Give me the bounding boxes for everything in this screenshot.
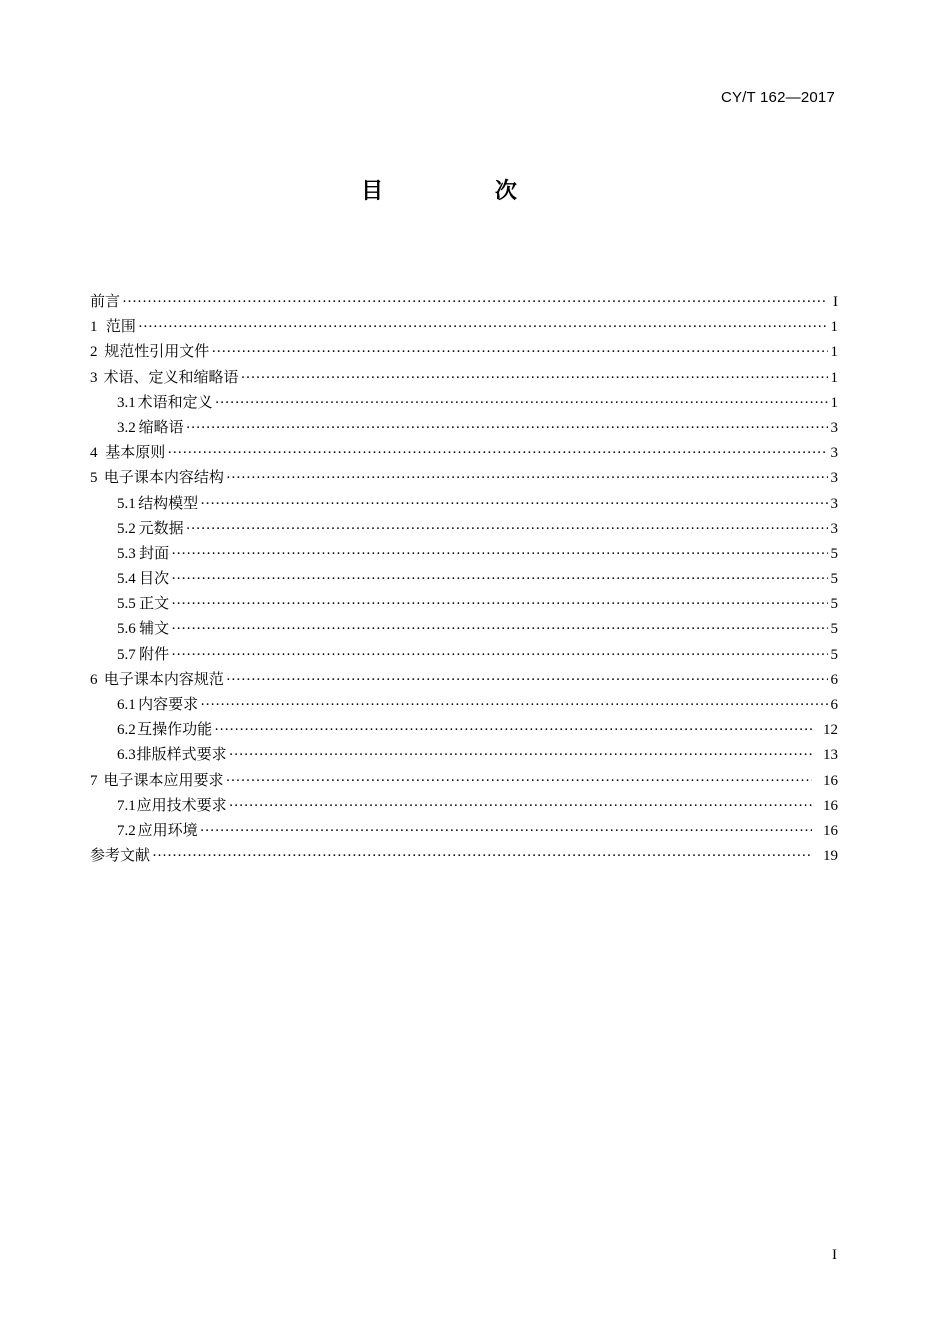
toc-entry[interactable] [90, 617, 838, 642]
toc-entry-number: 5.6 [117, 621, 136, 638]
toc-entry-number: 5.4 [117, 571, 136, 588]
toc-entry-page: 12 [823, 722, 838, 739]
toc-entry-title: 规范性引用文件 [104, 344, 210, 361]
toc-entry-page: 16 [823, 772, 838, 789]
toc-leader-dots [226, 769, 812, 794]
toc-entry[interactable] [90, 819, 838, 844]
toc-entry-title: 应用技术要求 [136, 797, 227, 814]
toc-entry[interactable] [90, 769, 838, 794]
toc-entry[interactable] [90, 492, 838, 517]
toc-entry-title: 封面 [139, 545, 170, 562]
toc-entry-page: 3 [830, 470, 838, 487]
toc-leader-dots [171, 592, 828, 617]
toc-entry-title: 互操作功能 [137, 722, 213, 739]
toc-leader-dots [152, 844, 812, 869]
toc-entry[interactable] [90, 693, 838, 718]
toc-entry-title: 术语和定义 [137, 394, 213, 411]
toc-entry-page: 16 [823, 797, 838, 814]
page-number: I [832, 1247, 837, 1263]
toc-entry[interactable] [90, 844, 838, 869]
toc-entry[interactable] [90, 366, 838, 391]
toc-entry-number: 7.1 [117, 797, 136, 814]
toc-entry[interactable] [90, 466, 838, 491]
toc-entry-page: 3 [830, 419, 838, 436]
toc-entry-page: 1 [830, 369, 838, 386]
table-of-contents [90, 290, 838, 869]
toc-entry-page: 13 [823, 747, 838, 764]
toc-entry-page: 1 [830, 394, 838, 411]
toc-entry[interactable] [90, 391, 838, 416]
toc-entry-number: 5.2 [117, 520, 136, 537]
toc-entry[interactable] [90, 441, 838, 466]
toc-entry[interactable] [90, 743, 838, 768]
toc-leader-dots [200, 693, 828, 718]
toc-entry-number: 1 [90, 319, 98, 336]
toc-entry-title: 范围 [105, 319, 136, 336]
toc-entry-number: 6 [90, 671, 98, 688]
toc-leader-dots [171, 567, 828, 592]
toc-entry-title: 目次 [139, 571, 170, 588]
toc-entry-title: 参考文献 [90, 848, 151, 865]
toc-leader-dots [229, 794, 812, 819]
toc-leader-dots [167, 441, 828, 466]
toc-entry-page: 16 [823, 822, 838, 839]
toc-entry-title: 附件 [139, 646, 170, 663]
toc-entry-number: 5.5 [117, 596, 136, 613]
toc-entry-page: 5 [830, 545, 838, 562]
toc-entry-number: 7 [90, 772, 98, 789]
toc-leader-dots [200, 492, 828, 517]
toc-leader-dots [171, 617, 828, 642]
toc-entry-page: 3 [830, 495, 838, 512]
toc-entry-page: 1 [830, 344, 838, 361]
toc-entry-number: 3.1 [117, 394, 136, 411]
toc-entry-page: 3 [830, 520, 838, 537]
toc-entry-number: 4 [90, 445, 98, 462]
toc-entry-title: 内容要求 [138, 697, 199, 713]
toc-leader-dots [171, 643, 828, 668]
toc-entry[interactable] [90, 290, 838, 315]
toc-entry[interactable] [90, 315, 838, 340]
toc-entry[interactable] [90, 643, 838, 668]
toc-entry-page: 5 [830, 646, 838, 663]
toc-leader-dots [211, 340, 828, 365]
toc-entry-title: 电子课本内容规范 [103, 671, 224, 688]
toc-entry-title: 电子课本应用要求 [103, 772, 224, 789]
toc-entry-title: 结构模型 [138, 495, 199, 512]
toc-entry[interactable] [90, 794, 838, 819]
toc-entry-number: 5.3 [117, 545, 136, 562]
toc-entry-title: 基本原则 [105, 445, 166, 462]
toc-entry[interactable] [90, 567, 838, 592]
toc-entry-page: 6 [830, 697, 838, 713]
toc-leader-dots [229, 743, 812, 768]
toc-entry-page: I [833, 294, 838, 310]
toc-entry-number: 6.1 [117, 697, 136, 713]
toc-entry-title: 应用环境 [137, 822, 198, 839]
toc-entry-title: 前言 [90, 294, 121, 310]
toc-entry-number: 7.2 [117, 822, 136, 839]
toc-leader-dots [186, 416, 828, 441]
toc-entry-number: 6.3 [117, 747, 136, 764]
toc-entry-page: 5 [830, 596, 838, 613]
toc-entry-number: 6.2 [117, 722, 136, 739]
toc-entry-number: 3.2 [117, 419, 136, 436]
toc-leader-dots [226, 668, 828, 693]
toc-entry-title: 辅文 [139, 621, 170, 638]
toc-leader-dots [200, 819, 812, 844]
toc-leader-dots [226, 466, 828, 491]
toc-entry-title: 电子课本内容结构 [103, 470, 224, 487]
toc-entry-page: 6 [830, 671, 838, 688]
toc-entry-number: 3 [90, 369, 98, 386]
toc-entry-title: 元数据 [138, 520, 184, 537]
toc-entry[interactable] [90, 416, 838, 441]
toc-leader-dots [215, 391, 828, 416]
toc-entry[interactable] [90, 340, 838, 365]
toc-entry[interactable] [90, 668, 838, 693]
toc-leader-dots [138, 315, 828, 340]
toc-leader-dots [241, 366, 828, 391]
toc-entry-title: 缩略语 [138, 419, 184, 436]
toc-entry-title: 排版样式要求 [136, 747, 227, 764]
toc-entry-page: 5 [830, 571, 838, 588]
page-title: 目 次 [361, 179, 569, 204]
toc-entry-number: 5.7 [117, 646, 136, 663]
toc-entry-page: 3 [830, 445, 838, 462]
toc-leader-dots [186, 517, 828, 542]
toc-entry-page: 19 [823, 848, 838, 865]
toc-entry-number: 5.1 [117, 495, 136, 512]
toc-leader-dots [171, 542, 828, 567]
toc-entry-number: 5 [90, 470, 98, 487]
toc-leader-dots [122, 290, 828, 315]
toc-entry-title: 正文 [139, 596, 170, 613]
toc-entry-number: 2 [90, 344, 98, 361]
toc-leader-dots [214, 718, 812, 743]
toc-entry[interactable] [90, 517, 838, 542]
toc-entry[interactable] [90, 718, 838, 743]
toc-entry[interactable] [90, 542, 838, 567]
toc-entry-page: 1 [830, 319, 838, 336]
toc-entry[interactable] [90, 592, 838, 617]
standard-code: CY/T 162—2017 [720, 89, 835, 106]
toc-entry-title: 术语、定义和缩略语 [103, 369, 239, 386]
toc-entry-page: 5 [830, 621, 838, 638]
